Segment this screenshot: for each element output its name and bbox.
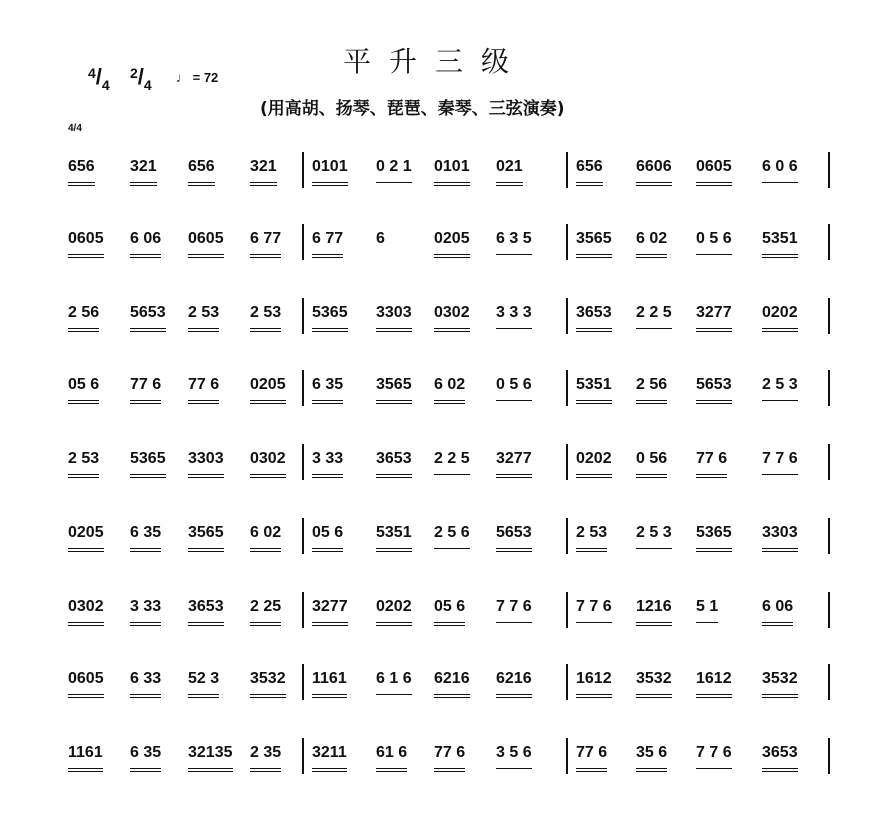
note-group: 5365 [696, 524, 732, 552]
meter-slash: / [137, 64, 144, 89]
bar-line [828, 518, 830, 554]
note-group: 3565 [376, 376, 412, 404]
note-group: 1612 [696, 670, 732, 698]
meter-a-numerator: 4 [88, 65, 96, 81]
note-group: 0 56 [636, 450, 667, 478]
note-group: 3277 [312, 598, 348, 626]
note-group: 2 5 3 [636, 524, 672, 549]
note-group: 6 1 6 [376, 670, 412, 695]
note-group: 3532 [762, 670, 798, 698]
score-row [0, 736, 890, 796]
note-group: 5653 [696, 376, 732, 404]
note-group: 0101 [312, 158, 348, 186]
note-group: 2 2 5 [434, 450, 470, 475]
note-group: 7 7 6 [576, 598, 612, 623]
note-group: 7 7 6 [496, 598, 532, 623]
note-group: 6 35 [130, 744, 161, 772]
note-group: 77 6 [130, 376, 161, 404]
note-group: 6 02 [636, 230, 667, 258]
note-group: 0 5 6 [496, 376, 532, 401]
note-group: 5351 [376, 524, 412, 552]
note-group: 77 6 [188, 376, 219, 404]
note-group: 2 25 [250, 598, 281, 626]
note-group: 3 33 [130, 598, 161, 626]
note-group: 3653 [188, 598, 224, 626]
score-row [0, 368, 890, 428]
bar-line [566, 152, 568, 188]
note-group: 0605 [68, 230, 104, 258]
note-group: 0202 [376, 598, 412, 626]
section-meter: 4/4 [68, 123, 82, 134]
note-group: 2 2 5 [636, 304, 672, 329]
note-group: 52 3 [188, 670, 219, 698]
bar-line [828, 738, 830, 774]
note-group: 3653 [376, 450, 412, 478]
score-row [0, 662, 890, 722]
note-group: 1161 [312, 670, 347, 698]
note-group: 656 [576, 158, 603, 186]
note-group: 77 6 [696, 450, 727, 478]
note-group: 6216 [434, 670, 470, 698]
bar-line [828, 444, 830, 480]
note-group: 05 6 [434, 598, 465, 626]
bar-line [302, 518, 304, 554]
note-group: 5365 [130, 450, 166, 478]
note-group: 3 33 [312, 450, 343, 478]
bar-line [828, 370, 830, 406]
note-group: 0605 [696, 158, 732, 186]
note-group: 321 [130, 158, 157, 186]
note-group: 61 6 [376, 744, 407, 772]
note-group: 6606 [636, 158, 672, 186]
bar-line [302, 370, 304, 406]
bar-line [828, 298, 830, 334]
note-group: 2 53 [188, 304, 219, 332]
note-group: 3 3 3 [496, 304, 532, 329]
note-group: 6 06 [130, 230, 161, 258]
bar-line [566, 298, 568, 334]
bar-line [828, 152, 830, 188]
note-group: 656 [188, 158, 215, 186]
note-group: 35 6 [636, 744, 667, 772]
note-group: 2 5 6 [434, 524, 470, 549]
note-group: 021 [496, 158, 523, 186]
note-group: 6 02 [250, 524, 281, 552]
note-group: 2 53 [68, 450, 99, 478]
note-group: 3211 [312, 744, 347, 772]
note-group: 0101 [434, 158, 470, 186]
note-group: 2 5 3 [762, 376, 798, 401]
note-group: 3277 [496, 450, 532, 478]
score-row [0, 516, 890, 576]
note-group: 0202 [762, 304, 798, 332]
note-group: 3303 [188, 450, 224, 478]
page-subtitle: (用高胡、扬琴、琵琶、秦琴、三弦演奏) [260, 99, 565, 119]
note-group: 6 02 [434, 376, 465, 404]
bar-line [566, 664, 568, 700]
score-row [0, 150, 890, 210]
note-group: 2 53 [576, 524, 607, 552]
bar-line [566, 370, 568, 406]
note-group: 0605 [188, 230, 224, 258]
bar-line [566, 738, 568, 774]
score-row [0, 590, 890, 650]
note-group: 7 7 6 [696, 744, 732, 769]
note-group: 6 35 [130, 524, 161, 552]
note-group: 656 [68, 158, 95, 186]
note-group: 1161 [68, 744, 103, 772]
meter-slash: / [95, 64, 102, 89]
note-group: 0302 [250, 450, 286, 478]
note-group: 1612 [576, 670, 612, 698]
bar-line [828, 224, 830, 260]
meter-b-numerator: 2 [130, 65, 138, 81]
bar-line [302, 664, 304, 700]
bar-line [302, 224, 304, 260]
note-group: 6 35 [312, 376, 343, 404]
bar-line [828, 592, 830, 628]
bar-line [302, 738, 304, 774]
note-group: 6 [376, 230, 385, 247]
note-group: 3565 [188, 524, 224, 552]
bar-line [302, 444, 304, 480]
note-group: 05 6 [312, 524, 343, 552]
bar-line [302, 592, 304, 628]
note-group: 0205 [250, 376, 286, 404]
note-group: 0205 [68, 524, 104, 552]
note-group: 5351 [576, 376, 612, 404]
meter-b-denominator: 4 [143, 77, 152, 93]
note-group: 2 56 [636, 376, 667, 404]
note-group: 0605 [68, 670, 104, 698]
bar-line [566, 224, 568, 260]
note-group: 6 77 [312, 230, 343, 258]
note-group: 77 6 [576, 744, 607, 772]
note-group: 5351 [762, 230, 798, 258]
note-group: 3277 [696, 304, 732, 332]
note-group: 3532 [636, 670, 672, 698]
note-group: 6 3 5 [496, 230, 532, 255]
note-group: 5 1 [696, 598, 718, 623]
note-group: 2 35 [250, 744, 281, 772]
note-group: 3303 [376, 304, 412, 332]
bar-line [566, 518, 568, 554]
note-group: 05 6 [68, 376, 99, 404]
meter-a-denominator: 4 [101, 77, 110, 93]
note-group: 0302 [434, 304, 470, 332]
note-group: 3303 [762, 524, 798, 552]
note-group: 6216 [496, 670, 532, 698]
note-group: 5365 [312, 304, 348, 332]
note-group: 1216 [636, 598, 672, 626]
bar-line [302, 298, 304, 334]
time-signature-2-4 [130, 64, 152, 93]
bar-line [828, 664, 830, 700]
note-group: 2 56 [68, 304, 99, 332]
note-group: 77 6 [434, 744, 465, 772]
note-group: 0302 [68, 598, 104, 626]
score-row [0, 222, 890, 282]
note-group: 3653 [762, 744, 798, 772]
note-group: 0205 [434, 230, 470, 258]
note-group: 0202 [576, 450, 612, 478]
note-group: 6 33 [130, 670, 161, 698]
note-group: 6 0 6 [762, 158, 798, 183]
note-group: 3565 [576, 230, 612, 258]
note-group: 0 5 6 [696, 230, 732, 255]
note-group: 5653 [130, 304, 166, 332]
note-group: 32135 [188, 744, 233, 772]
note-group: 3 5 6 [496, 744, 532, 769]
bar-line [566, 592, 568, 628]
note-group: 321 [250, 158, 277, 186]
bar-line [302, 152, 304, 188]
time-signature-4-4 [88, 64, 110, 93]
note-group: 7 7 6 [762, 450, 798, 475]
note-group: 3532 [250, 670, 286, 698]
note-group: 6 06 [762, 598, 793, 626]
note-group: 5653 [496, 524, 532, 552]
tempo-marking: ♩ = 72 [176, 70, 219, 85]
score-row [0, 296, 890, 356]
note-group: 2 53 [250, 304, 281, 332]
note-group: 3653 [576, 304, 612, 332]
note-group: 6 77 [250, 230, 281, 258]
page-title: 平升三级 [343, 45, 528, 78]
score-row [0, 442, 890, 502]
note-group: 0 2 1 [376, 158, 412, 183]
bar-line [566, 444, 568, 480]
